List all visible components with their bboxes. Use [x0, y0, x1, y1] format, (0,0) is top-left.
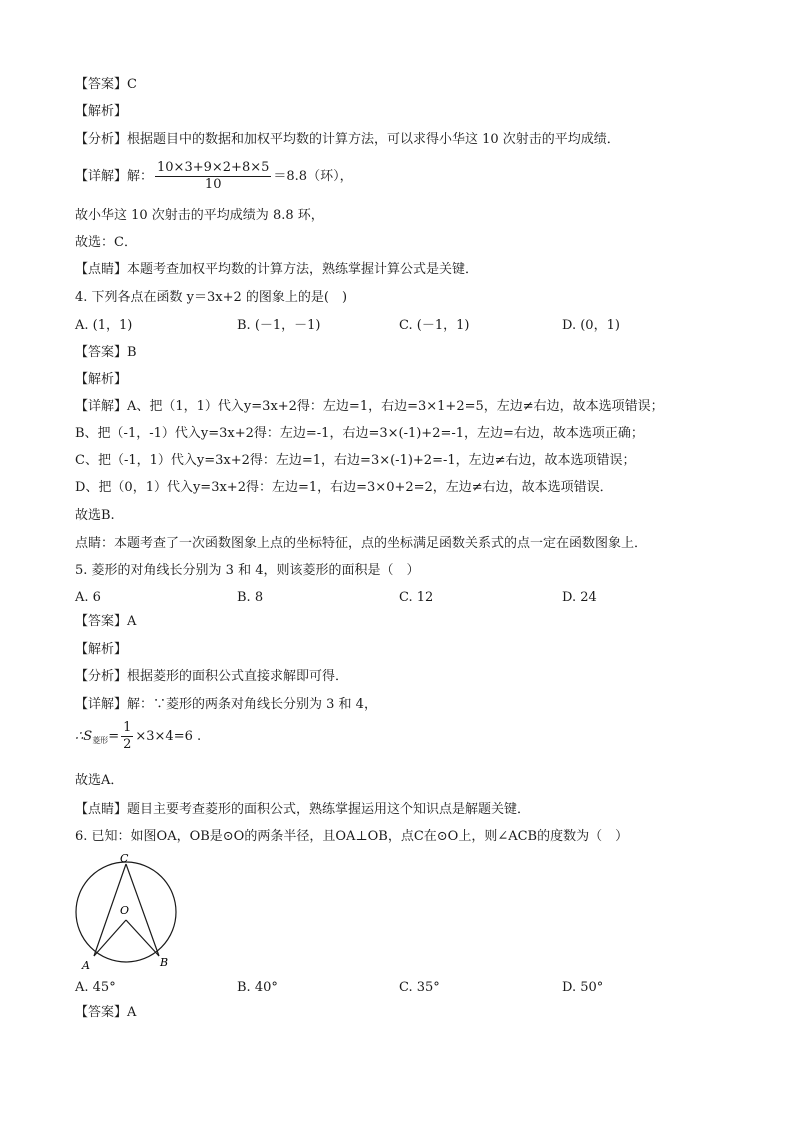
q5-calc-line: [75, 720, 201, 758]
q5-calc-eq: =: [108, 729, 120, 744]
q5-option-d: D. 24: [562, 590, 597, 605]
label-a: A: [82, 959, 90, 972]
q6-answer: 【答案】A: [75, 1005, 137, 1020]
q5-analysis-label: 【解析】: [75, 642, 128, 657]
q4-option-b: B. (－1，－1): [237, 318, 321, 333]
q5-calc-sub: 菱形: [92, 736, 109, 745]
q5-option-b: B. 8: [237, 590, 264, 605]
circle-figure: [70, 850, 190, 975]
q4-choose: 故选B.: [75, 508, 115, 523]
q5-option-c: C. 12: [399, 590, 434, 605]
q5-dianjing: 【点睛】题目主要考查菱形的面积公式，熟练掌握运用这个知识点是解题关键．: [75, 802, 531, 817]
q4-analysis-label: 【解析】: [75, 372, 128, 387]
q5-fenxi: 【分析】根据菱形的面积公式直接求解即可得．: [75, 669, 349, 684]
q6-option-c: C. 35°: [399, 980, 440, 995]
q5-answer: 【答案】A: [75, 614, 137, 629]
label-c: C: [120, 852, 129, 865]
q6-option-b: B. 40°: [237, 980, 278, 995]
q5-frac-den: 2: [123, 737, 132, 752]
q3-fraction: [155, 160, 271, 193]
q5-calc-rest: ×3×4=6 .: [135, 729, 202, 744]
q5-calc-prefix: ∴S: [75, 729, 93, 744]
q3-detail-line: [75, 160, 353, 194]
segment-ob: [126, 920, 159, 956]
q3-fenxi: 【分析】根据题目中的数据和加权平均数的计算方法，可以求得小华这 10 次射击的平均成绩．: [75, 132, 620, 147]
q4-option-c: C. (－1，1): [399, 318, 470, 333]
q3-detail-result: ＝8.8（环），: [273, 169, 353, 184]
q5-detail: 【详解】解：∵菱形的两条对角线长分别为 3 和 4，: [75, 697, 377, 712]
q6-option-d: D. 50°: [562, 980, 604, 995]
q5-option-a: A. 6: [75, 590, 101, 605]
q4-detail-c: C、把（-1，1）代入y=3x+2得：左边=1，右边=3×(-1)+2=-1，左边≠右边，故本选项错误；: [75, 453, 636, 468]
segment-cb: [126, 864, 159, 956]
q3-detail-prefix: 【详解】解：: [75, 169, 154, 184]
q5-fraction: [121, 720, 133, 753]
label-b: B: [160, 956, 169, 969]
q3-analysis-label: 【解析】: [75, 104, 128, 119]
q5-frac-num: 1: [123, 720, 132, 735]
q4-answer: 【答案】B: [75, 345, 137, 360]
q4-option-a: A. (1，1): [75, 318, 133, 333]
q3-dianjing: 【点睛】本题考查加权平均数的计算方法，熟练掌握计算公式是关键．: [75, 262, 479, 277]
q6-question: 6. 已知：如图OA，OB是⊙O的两条半径，且OA⊥OB，点C在⊙O上，则∠ACB的度数为（ ）: [75, 829, 629, 844]
q6-option-a: A. 45°: [75, 980, 116, 995]
segment-oa: [94, 920, 126, 956]
label-o: O: [120, 904, 130, 917]
q4-option-d: D. (0，1): [562, 318, 620, 333]
q3-answer: 【答案】C: [75, 77, 137, 92]
q4-question: 4. 下列各点在函数 y＝3x+2 的图象上的是( ): [75, 290, 348, 305]
q4-detail-a: 【详解】A、把（1，1）代入y=3x+2得：左边=1，右边=3×1+2=5，左边≠右边，故本选项错误；: [75, 399, 664, 414]
q3-frac-num: 10×3+9×2+8×5: [157, 160, 270, 175]
q3-conclusion: 故小华这 10 次射击的平均成绩为 8.8 环，: [75, 208, 324, 223]
q4-dianjing: 点睛：本题考查了一次函数图象上点的坐标特征，点的坐标满足函数关系式的点一定在函数图象上．: [75, 536, 648, 551]
q5-choose: 故选A．: [75, 773, 124, 788]
q3-frac-den: 10: [204, 177, 222, 192]
q3-choose: 故选：C．: [75, 235, 137, 250]
q5-question: 5. 菱形的对角线长分别为 3 和 4，则该菱形的面积是（ ）: [75, 563, 420, 578]
q4-detail-b: B、把（-1，-1）代入y=3x+2得：左边=-1，右边=3×(-1)+2=-1，左边=右边，故本选项正确；: [75, 426, 644, 441]
q4-detail-d: D、把（0，1）代入y=3x+2得：左边=1，右边=3×0+2=2，左边≠右边，故本选项错误．: [75, 480, 613, 495]
